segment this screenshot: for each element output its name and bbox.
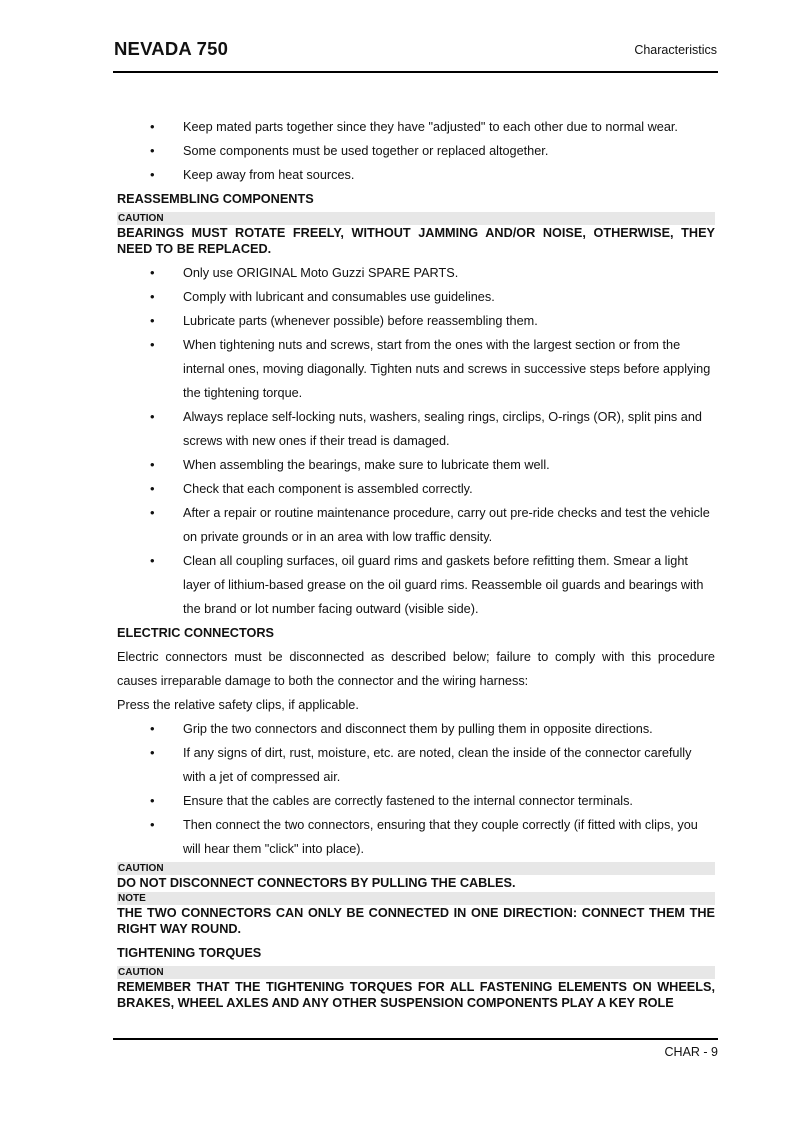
caution-label: CAUTION [117,966,715,979]
list-item: • Check that each component is assembled correctly. [117,477,715,501]
list-item: • Keep mated parts together since they have "adjusted" to each other due to normal wear. [117,115,715,139]
list-item: • Keep away from heat sources. [117,163,715,187]
list-item: • Only use ORIGINAL Moto Guzzi SPARE PARTS. [117,261,715,285]
caution-text: BEARINGS MUST ROTATE FREELY, WITHOUT JAMMING AND/OR NOISE, OTHERWISE, THEY NEED TO BE REPLACED. [117,226,715,256]
list-item: • Lubricate parts (whenever possible) before reassembling them. [117,309,715,333]
electric-connectors-heading: ELECTRIC CONNECTORS [117,626,274,640]
list-item: • Then connect the two connectors, ensuring that they couple correctly (if fitted with clips, you will hear them "click" into place). [117,813,715,861]
connector-bullet-list [117,717,715,861]
note-text: THE TWO CONNECTORS CAN ONLY BE CONNECTED IN ONE DIRECTION: CONNECT THEM THE RIGHT WAY ROUND. [117,906,715,936]
page-body [117,115,715,1015]
list-item: • If any signs of dirt, rust, moisture, etc. are noted, clean the inside of the connector carefully with a jet of compressed air. [117,741,715,789]
list-item: • Ensure that the cables are correctly fastened to the internal connector terminals. [117,789,715,813]
list-item: • Always replace self-locking nuts, washers, sealing rings, circlips, O-rings (OR), split pins and screws with new ones if their tread is damaged. [117,405,715,453]
footer-rule [113,1038,718,1040]
page-number: CHAR - 9 [664,1045,718,1059]
paragraph: Press the relative safety clips, if applicable. [117,698,359,712]
tightening-torques-heading: TIGHTENING TORQUES [117,946,262,960]
section-name: Characteristics [634,43,717,57]
caution-label: CAUTION [117,212,715,225]
reassembling-heading: REASSEMBLING COMPONENTS [117,192,314,206]
note-label: NOTE [117,892,715,905]
list-item: • Clean all coupling surfaces, oil guard rims and gaskets before refitting them. Smear a light layer of lithium-based grease on the oil guard rims. Reassemble oil guards and bearings with the brand or lot number facing outward (visible side). [117,549,715,621]
list-item: • When assembling the bearings, make sure to lubricate them well. [117,453,715,477]
intro-bullet-list [117,115,715,187]
manual-title: NEVADA 750 [114,38,229,59]
caution-text: DO NOT DISCONNECT CONNECTORS BY PULLING THE CABLES. [117,876,516,890]
list-item: • Some components must be used together or replaced altogether. [117,139,715,163]
list-item: • After a repair or routine maintenance procedure, carry out pre-ride checks and test the vehicle on private grounds or in an area with low traffic density. [117,501,715,549]
list-item: • When tightening nuts and screws, start from the ones with the largest section or from the internal ones, moving diagonally. Tighten nuts and screws in successive steps before applying the tightening torque. [117,333,715,405]
caution-label: CAUTION [117,862,715,875]
caution-text: REMEMBER THAT THE TIGHTENING TORQUES FOR ALL FASTENING ELEMENTS ON WHEELS, BRAKES, WHEEL AXLES AND ANY OTHER SUSPENSION COMPONENTS PLAY A KEY ROLE [117,980,715,1010]
header-rule [113,71,718,73]
list-item: • Grip the two connectors and disconnect them by pulling them in opposite directions. [117,717,715,741]
paragraph: Electric connectors must be disconnected as described below; failure to comply with this procedure causes irreparable damage to both the connector and the wiring harness: [117,650,715,688]
list-item: • Comply with lubricant and consumables use guidelines. [117,285,715,309]
reassembling-bullet-list [117,261,715,621]
